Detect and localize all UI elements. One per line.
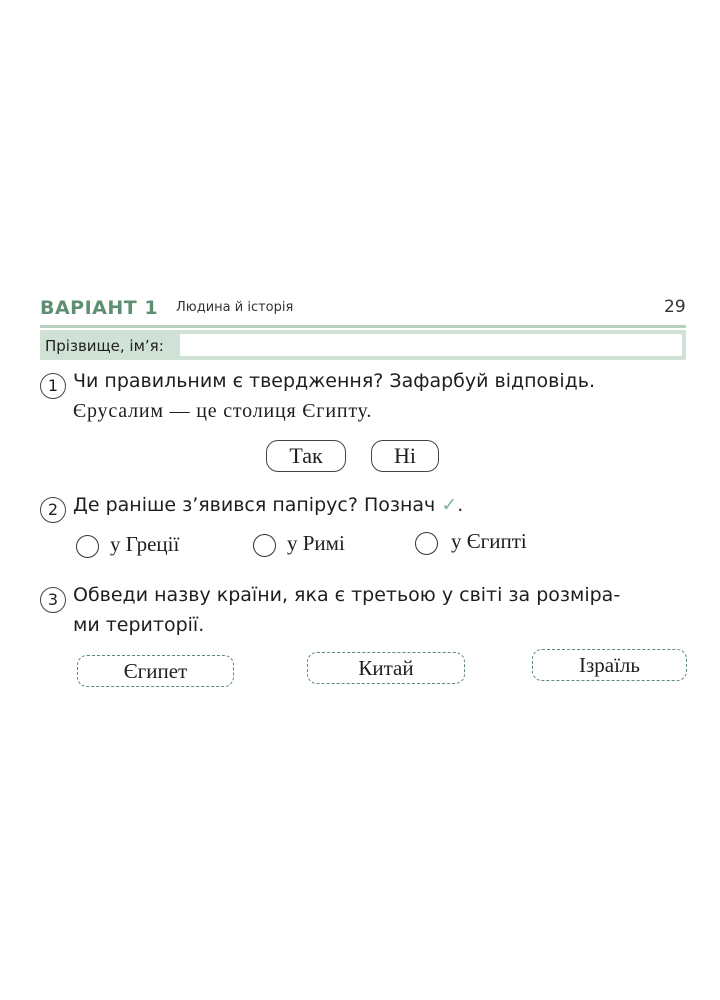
question-1-number: 1	[40, 373, 66, 399]
question-2-period: .	[457, 494, 464, 516]
question-3-number: 3	[40, 587, 66, 613]
name-label: Прізвище, ім’я:	[45, 337, 164, 355]
country-egypt-option[interactable]: Єгипет	[77, 655, 234, 687]
option-rome-radio[interactable]	[253, 534, 276, 557]
option-greece-label: у Греції	[110, 532, 180, 556]
question-1-statement: Єрусалим — це столиця Єгипту.	[73, 400, 373, 422]
name-input[interactable]	[180, 334, 682, 356]
country-china-option[interactable]: Китай	[307, 652, 465, 684]
question-3-text-line1: Обведи назву країни, яка є третьою у світі за розміра-	[73, 584, 621, 606]
variant-title: ВАРІАНТ 1	[40, 297, 159, 319]
question-2-number: 2	[40, 497, 66, 523]
question-3-text-line2: ми території.	[73, 614, 205, 636]
header-rule	[40, 325, 686, 328]
subject-title: Людина й історія	[176, 300, 294, 315]
question-1-text: Чи правильним є твердження? Зафарбуй відповідь.	[73, 370, 596, 392]
option-rome-label: у Римі	[287, 531, 345, 555]
answer-no-button[interactable]: Ні	[371, 440, 439, 472]
question-2-prompt: Де раніше з’явився папірус? Познач	[73, 494, 436, 516]
answer-yes-button[interactable]: Так	[266, 440, 346, 472]
question-2-text	[73, 494, 463, 516]
option-greece-radio[interactable]	[76, 535, 99, 558]
country-israel-option[interactable]: Ізраїль	[532, 649, 687, 681]
option-egypt-label: у Єгипті	[451, 529, 527, 553]
option-egypt-radio[interactable]	[415, 532, 438, 555]
page-number: 29	[664, 297, 686, 317]
check-mark-icon: ✓	[441, 494, 458, 516]
